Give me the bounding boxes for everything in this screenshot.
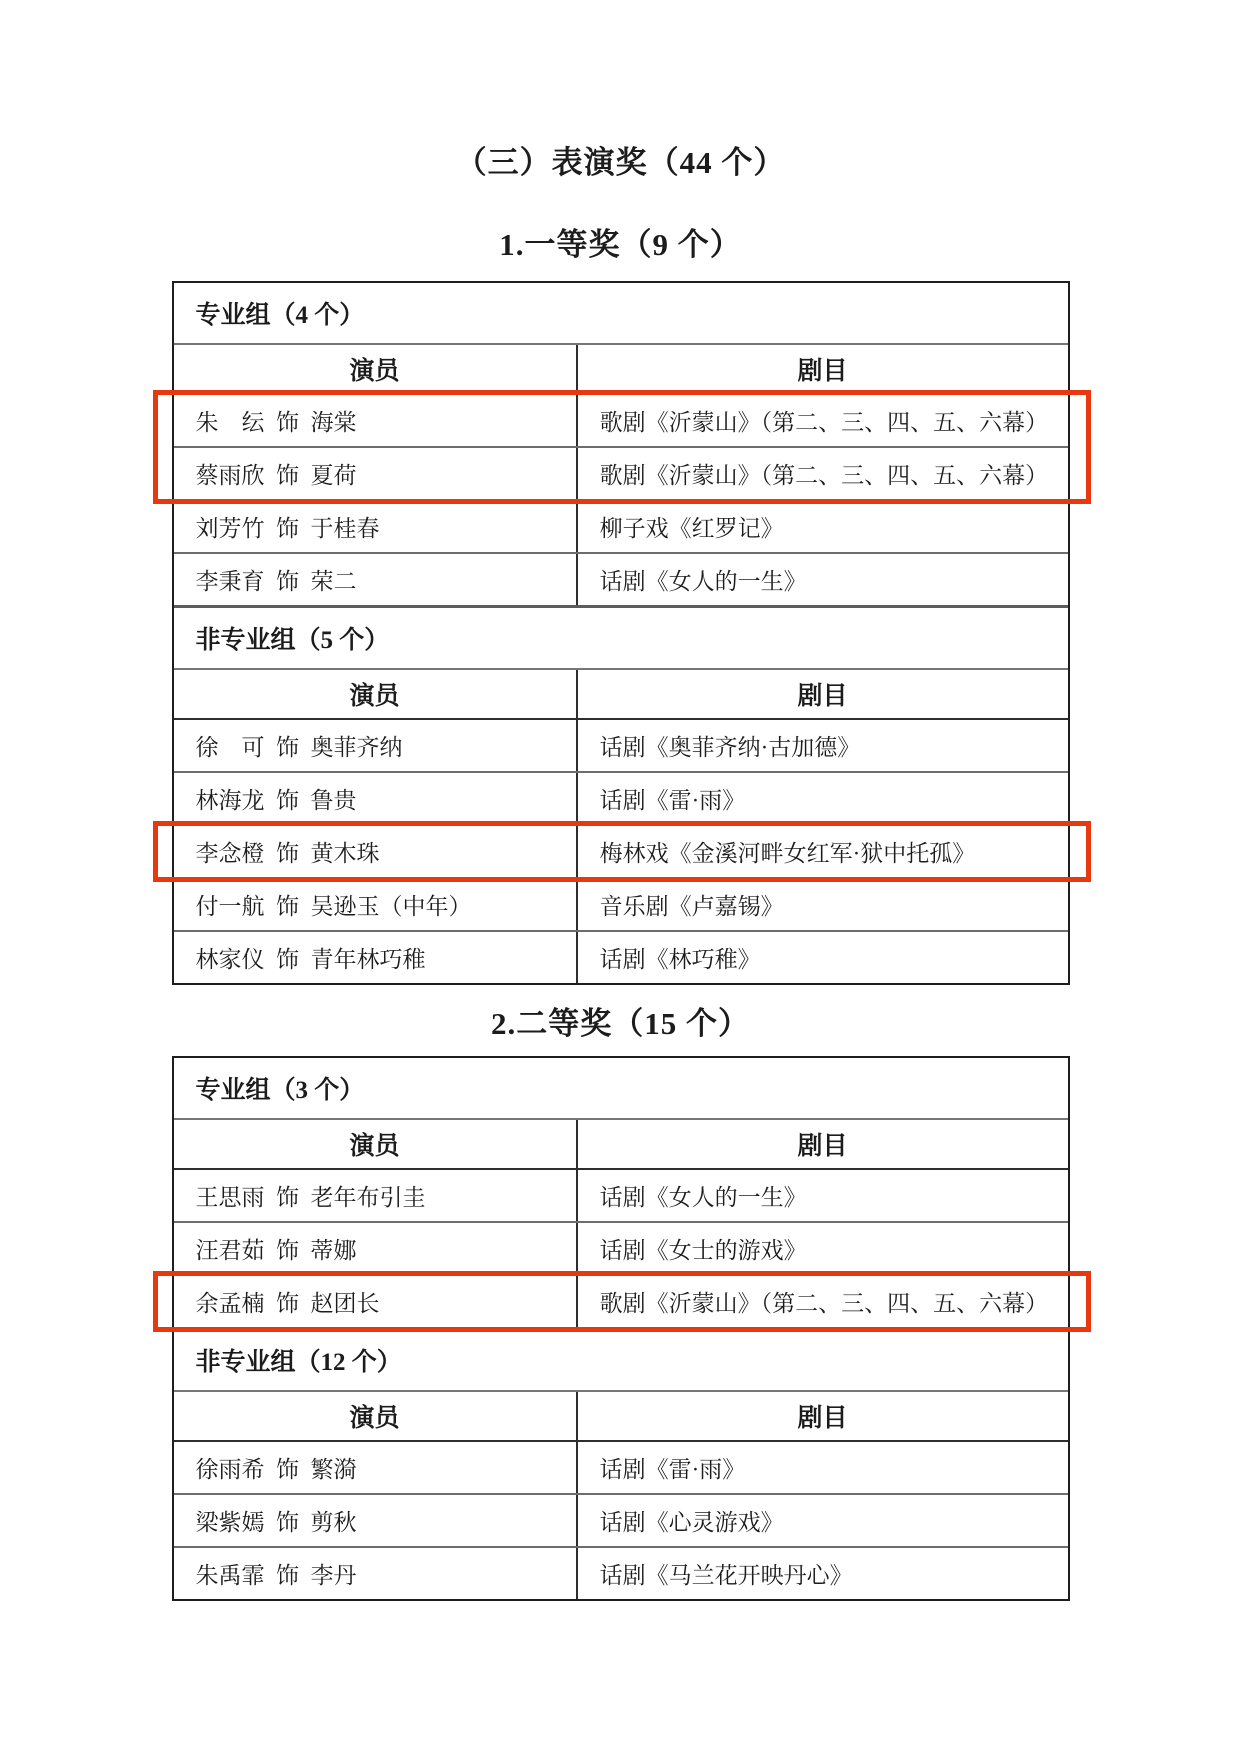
actor-cell: 徐雨希 饰 繁漪 bbox=[174, 1442, 578, 1493]
column-header-row bbox=[174, 1118, 1068, 1168]
actor-cell: 梁紫嫣 饰 剪秋 bbox=[174, 1495, 578, 1546]
actor-cell: 王思雨 饰 老年布引圭 bbox=[174, 1170, 578, 1221]
play-cell: 音乐剧《卢嘉锡》 bbox=[599, 894, 784, 919]
table-row bbox=[174, 1221, 1068, 1274]
play-cell: 话剧《心灵游戏》 bbox=[599, 1510, 784, 1535]
actor-cell: 林家仪 饰 青年林巧稚 bbox=[174, 932, 578, 983]
column-header-actor: 演员 bbox=[174, 345, 578, 393]
award-sections bbox=[0, 222, 1241, 1601]
award-section bbox=[0, 222, 1241, 985]
actor-cell: 朱禹霏 饰 李丹 bbox=[174, 1548, 578, 1599]
play-cell: 话剧《雷·雨》 bbox=[599, 788, 746, 813]
play-cell: 话剧《女人的一生》 bbox=[599, 1185, 807, 1210]
table-row bbox=[174, 393, 1068, 446]
table-row bbox=[174, 1274, 1068, 1327]
table-row bbox=[174, 1168, 1068, 1221]
column-header-actor: 演员 bbox=[174, 670, 578, 718]
table-row bbox=[174, 552, 1068, 605]
play-cell: 歌剧《沂蒙山》（第二、三、四、五、六幕） bbox=[599, 463, 1049, 488]
column-header-row bbox=[174, 343, 1068, 393]
column-header-play: 剧目 bbox=[797, 1133, 848, 1160]
table-row bbox=[174, 771, 1068, 824]
actor-cell: 林海龙 饰 鲁贵 bbox=[174, 773, 578, 824]
play-cell: 话剧《马兰花开映丹心》 bbox=[599, 1563, 853, 1588]
column-header-actor: 演员 bbox=[174, 1120, 578, 1168]
group-label: 非专业组（5 个） bbox=[174, 605, 1068, 668]
page-title: （三）表演奖（44 个） bbox=[455, 145, 786, 180]
award-section bbox=[0, 1001, 1241, 1601]
actor-cell: 汪君茹 饰 蒂娜 bbox=[174, 1223, 578, 1274]
table-row bbox=[174, 877, 1068, 930]
play-cell: 歌剧《沂蒙山》（第二、三、四、五、六幕） bbox=[599, 1291, 1049, 1316]
play-cell: 话剧《女人的一生》 bbox=[599, 569, 807, 594]
actor-cell: 刘芳竹 饰 于桂春 bbox=[174, 501, 578, 552]
column-header-play: 剧目 bbox=[797, 358, 848, 385]
play-cell: 话剧《女士的游戏》 bbox=[599, 1238, 807, 1263]
play-cell: 话剧《奥菲齐纳·古加德》 bbox=[599, 735, 861, 760]
column-header-row bbox=[174, 668, 1068, 718]
column-header-play: 剧目 bbox=[797, 683, 848, 710]
actor-cell: 李念橙 饰 黄木珠 bbox=[174, 826, 578, 877]
actor-cell: 李秉育 饰 荣二 bbox=[174, 554, 578, 605]
table-row bbox=[174, 718, 1068, 771]
column-header-actor: 演员 bbox=[174, 1392, 578, 1440]
play-cell: 话剧《雷·雨》 bbox=[599, 1457, 746, 1482]
table-row bbox=[174, 446, 1068, 499]
group-label: 专业组（3 个） bbox=[195, 1077, 365, 1104]
group-label: 专业组（4 个） bbox=[195, 302, 365, 329]
play-cell: 话剧《林巧稚》 bbox=[599, 947, 761, 972]
table-row bbox=[174, 1493, 1068, 1546]
actor-cell: 余孟楠 饰 赵团长 bbox=[174, 1276, 578, 1327]
play-cell: 歌剧《沂蒙山》（第二、三、四、五、六幕） bbox=[599, 410, 1049, 435]
award-table bbox=[172, 281, 1070, 985]
table-row bbox=[174, 1546, 1068, 1599]
column-header-play: 剧目 bbox=[797, 1405, 848, 1432]
actor-cell: 朱 纭 饰 海棠 bbox=[174, 395, 578, 446]
table-row bbox=[174, 824, 1068, 877]
table-row bbox=[174, 930, 1068, 983]
group-label: 非专业组（12 个） bbox=[174, 1327, 1068, 1390]
section-heading: 1.一等奖（9 个） bbox=[499, 227, 742, 262]
table-row bbox=[174, 499, 1068, 552]
award-table bbox=[172, 1056, 1070, 1601]
section-heading: 2.二等奖（15 个） bbox=[491, 1006, 750, 1041]
column-header-row bbox=[174, 1390, 1068, 1440]
play-cell: 柳子戏《红罗记》 bbox=[599, 516, 784, 541]
actor-cell: 蔡雨欣 饰 夏荷 bbox=[174, 448, 578, 499]
table-row bbox=[174, 1440, 1068, 1493]
actor-cell: 付一航 饰 吴逊玉（中年） bbox=[174, 879, 578, 930]
play-cell: 梅林戏《金溪河畔女红军·狱中托孤》 bbox=[599, 841, 976, 866]
actor-cell: 徐 可 饰 奥菲齐纳 bbox=[174, 720, 578, 771]
